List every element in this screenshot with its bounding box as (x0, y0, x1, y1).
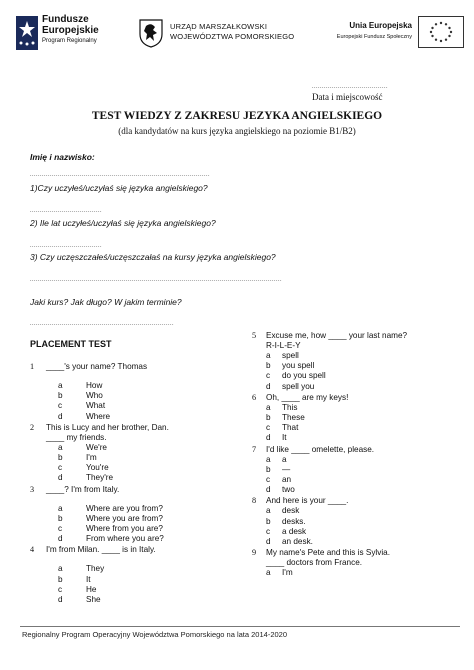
option-text[interactable]: spell you (282, 381, 315, 391)
option-letter[interactable]: a (58, 503, 63, 513)
date-dots[interactable]: ...................................... (312, 84, 388, 90)
page-subtitle: (dla kandydatów na kurs języka angielskiego na poziomie B1/B2) (118, 126, 356, 136)
option-letter[interactable]: c (58, 524, 63, 533)
option-text[interactable]: a desk (282, 526, 307, 536)
option-text[interactable]: two (282, 485, 295, 495)
option-text[interactable]: What (86, 401, 106, 411)
option-letter[interactable]: b (58, 453, 63, 462)
option-letter[interactable]: b (266, 464, 271, 474)
answer-1-field[interactable]: .................................... (30, 208, 102, 214)
option-letter[interactable]: d (58, 473, 63, 483)
option-letter[interactable]: b (266, 413, 271, 422)
name-field[interactable]: .......................................................................................... (30, 172, 210, 178)
question-3: 3) Czy uczęszczałeś/uczęszczałaś na kursy języka angielskiego? (30, 252, 276, 262)
option-text[interactable]: This (282, 402, 298, 412)
option-text[interactable]: How (86, 381, 103, 390)
question-number: 2 (30, 422, 35, 432)
option-text[interactable]: They're (86, 473, 114, 483)
question-text: ____? I'm from Italy. (46, 484, 120, 494)
page-title: TEST WIEDZY Z ZAKRESU JEZYKA ANGIELSKIEGO (91, 110, 383, 122)
date-label: Data i miejscowość (312, 92, 383, 102)
question-text: ____'s your name? Thomas (46, 362, 148, 371)
option-text[interactable]: It (282, 433, 287, 443)
option-letter[interactable]: b (266, 516, 271, 526)
option-letter[interactable]: b (266, 361, 271, 371)
unia-europejska-logo (314, 16, 464, 52)
option-letter[interactable]: c (58, 401, 63, 411)
fe-star-icon (16, 16, 38, 50)
option-text[interactable]: She (86, 595, 101, 604)
option-text[interactable]: From where you are? (86, 534, 164, 544)
fe-line1: Fundusze (42, 14, 89, 25)
option-letter[interactable]: a (266, 454, 271, 464)
question-text: Oh, ____ are my keys! (266, 392, 349, 402)
option-text[interactable]: It (86, 574, 91, 584)
fundusze-europejskie-logo (16, 14, 126, 58)
um-line2: WOJEWÓDZTWA POMORSKIEGO (170, 32, 295, 41)
option-text[interactable]: Where from you are? (86, 524, 163, 533)
question-1: 1)Czy uczyłeś/uczyłaś się języka angielskiego? (30, 183, 208, 193)
option-text[interactable]: Where you are from? (86, 513, 163, 523)
option-text[interactable]: We're (86, 442, 107, 452)
question-text: Excuse me, how ____ your last name? (266, 331, 408, 340)
question-text: And here is your ____. (266, 496, 349, 506)
eu-flag-icon (418, 16, 464, 48)
question-text-line2: R-I-L-E-Y (266, 341, 301, 350)
option-text[interactable]: Where (86, 411, 111, 421)
option-letter[interactable]: d (58, 411, 63, 421)
option-letter[interactable]: c (266, 526, 271, 536)
option-text[interactable]: They (86, 564, 105, 574)
option-text[interactable]: I'm (282, 568, 293, 578)
option-letter[interactable]: a (266, 351, 271, 360)
option-letter[interactable]: c (58, 584, 63, 594)
question-number: 5 (252, 331, 257, 340)
option-letter[interactable]: a (266, 402, 271, 412)
urzad-marszalkowski-logo (138, 18, 298, 54)
footer-divider (20, 626, 460, 627)
option-text[interactable]: These (282, 413, 305, 422)
option-text[interactable]: That (282, 423, 299, 433)
question-number: 1 (30, 362, 35, 371)
option-letter[interactable]: a (58, 564, 63, 574)
option-letter[interactable]: a (266, 506, 271, 516)
ue-line2: Europejski Fundusz Społeczny (336, 34, 412, 40)
footer-text: Regionalny Program Operacyjny Województwa Pomorskiego na lata 2014-2020 (22, 630, 288, 639)
option-letter[interactable]: b (58, 513, 63, 523)
option-text[interactable]: Who (86, 391, 103, 401)
option-letter[interactable]: a (266, 568, 271, 578)
question-text: This is Lucy and her brother, Dan. (46, 422, 169, 432)
question-number: 4 (30, 545, 35, 555)
option-letter[interactable]: b (58, 391, 63, 401)
option-letter[interactable]: c (58, 463, 63, 473)
option-text[interactable]: do you spell (282, 371, 326, 381)
option-letter[interactable]: d (266, 381, 271, 391)
option-letter[interactable]: c (266, 475, 271, 484)
option-letter[interactable]: a (58, 442, 63, 452)
option-letter[interactable]: d (58, 534, 63, 544)
option-text[interactable]: I'm (86, 453, 97, 462)
option-text[interactable]: — (282, 464, 291, 474)
option-text[interactable]: Where are you from? (86, 503, 163, 513)
name-label: Imię i nazwisko: (30, 152, 95, 162)
option-letter[interactable]: d (266, 537, 271, 546)
answer-2-field[interactable]: .................................... (30, 243, 102, 249)
question-2: 2) Ile lat uczyłeś/uczyłaś się języka angielskiego? (30, 218, 216, 228)
fe-line2: Europejskie (42, 25, 99, 36)
option-letter[interactable]: d (266, 433, 271, 443)
question-text: I'd like ____ omelette, please. (266, 444, 375, 454)
question-text-line2: ____ my friends. (46, 432, 107, 442)
question-number: 8 (252, 496, 257, 506)
griffin-crest-icon (138, 18, 164, 48)
ue-line1: Unia Europejska (349, 21, 412, 30)
option-letter[interactable]: c (266, 371, 271, 381)
option-letter[interactable]: d (266, 485, 271, 495)
option-text[interactable]: an (282, 475, 292, 484)
option-text[interactable]: You're (86, 463, 109, 473)
answer-3-field[interactable]: .............................................................................................................................. (30, 277, 282, 283)
option-letter[interactable]: b (58, 574, 63, 584)
option-letter[interactable]: c (266, 423, 271, 433)
option-text[interactable]: spell (282, 351, 299, 360)
option-text[interactable]: an desk. (282, 537, 313, 546)
option-text[interactable]: desk (282, 506, 300, 516)
question-number: 9 (252, 548, 257, 558)
option-text[interactable]: you spell (282, 361, 315, 371)
option-letter[interactable]: d (58, 595, 63, 604)
option-text[interactable]: a (282, 454, 287, 464)
question-text-line2: ____ doctors from France. (266, 558, 363, 568)
question-text: My name's Pete and this is Sylvia. (266, 548, 390, 558)
option-letter[interactable]: a (58, 381, 63, 390)
placement-title: PLACEMENT TEST (30, 339, 112, 349)
question-number: 6 (252, 392, 257, 402)
question-4: Jaki kurs? Jak długo? W jakim terminie? (30, 297, 182, 307)
option-text[interactable]: desks. (282, 516, 306, 526)
question-number: 3 (30, 484, 35, 494)
option-text[interactable]: He (86, 584, 97, 594)
question-number: 7 (252, 444, 257, 454)
um-line1: URZĄD MARSZAŁKOWSKI (170, 22, 268, 31)
fe-line3: Program Regionalny (42, 38, 97, 44)
question-text: I'm from Milan. ____ is in Italy. (46, 545, 156, 555)
answer-4-field[interactable]: ........................................................................ (30, 321, 174, 327)
